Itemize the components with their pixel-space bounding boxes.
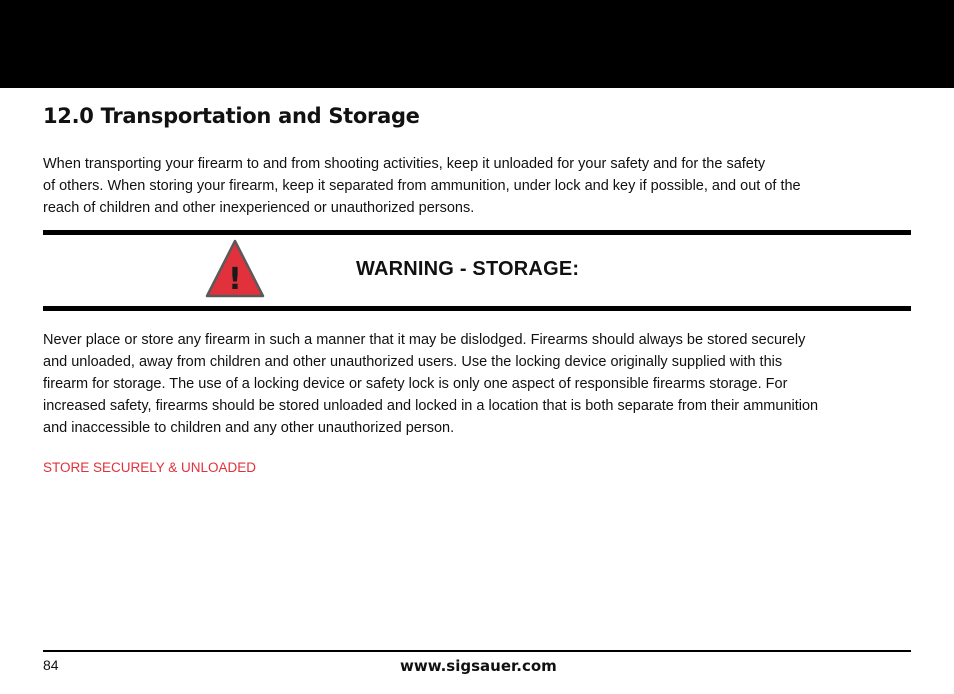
warning-line: and unloaded, away from children and other unauthorized users. Use the locking device originally supplied with this [43, 354, 783, 370]
footer-divider [43, 650, 911, 652]
intro-line: reach of children and other inexperienced or unauthorized persons. [43, 200, 475, 216]
warning-bottom-divider [43, 306, 911, 311]
section-title: 12.0 Transportation and Storage [43, 104, 420, 128]
exclamation-glyph: ! [228, 262, 242, 297]
intro-line: When transporting your firearm to and from shooting activities, keep it unloaded for your safety and for the safety [43, 156, 766, 172]
warning-paragraph [43, 329, 818, 439]
warning-line: and inaccessible to children and any other unauthorized person. [43, 420, 455, 436]
warning-line: increased safety, firearms should be stored unloaded and locked in a location that is both separate from their ammunition [43, 398, 819, 414]
warning-line: firearm for storage. The use of a locking device or safety lock is only one aspect of responsible firearms storage. For [43, 376, 788, 392]
intro-paragraph [43, 153, 801, 219]
warning-triangle-icon [204, 238, 266, 300]
page-number: 84 [43, 657, 59, 673]
warning-top-divider [43, 230, 911, 235]
header-bar [0, 0, 954, 88]
store-securely-label: STORE SECURELY & UNLOADED [43, 460, 257, 475]
warning-title: WARNING - STORAGE: [356, 258, 580, 280]
warning-line: Never place or store any firearm in such a manner that it may be dislodged. Firearms should always be stored securely [43, 332, 806, 348]
footer-website-link[interactable]: www.sigsauer.com [400, 657, 557, 675]
intro-line: of others. When storing your firearm, keep it separated from ammunition, under lock and key if possible, and out of the [43, 178, 801, 194]
